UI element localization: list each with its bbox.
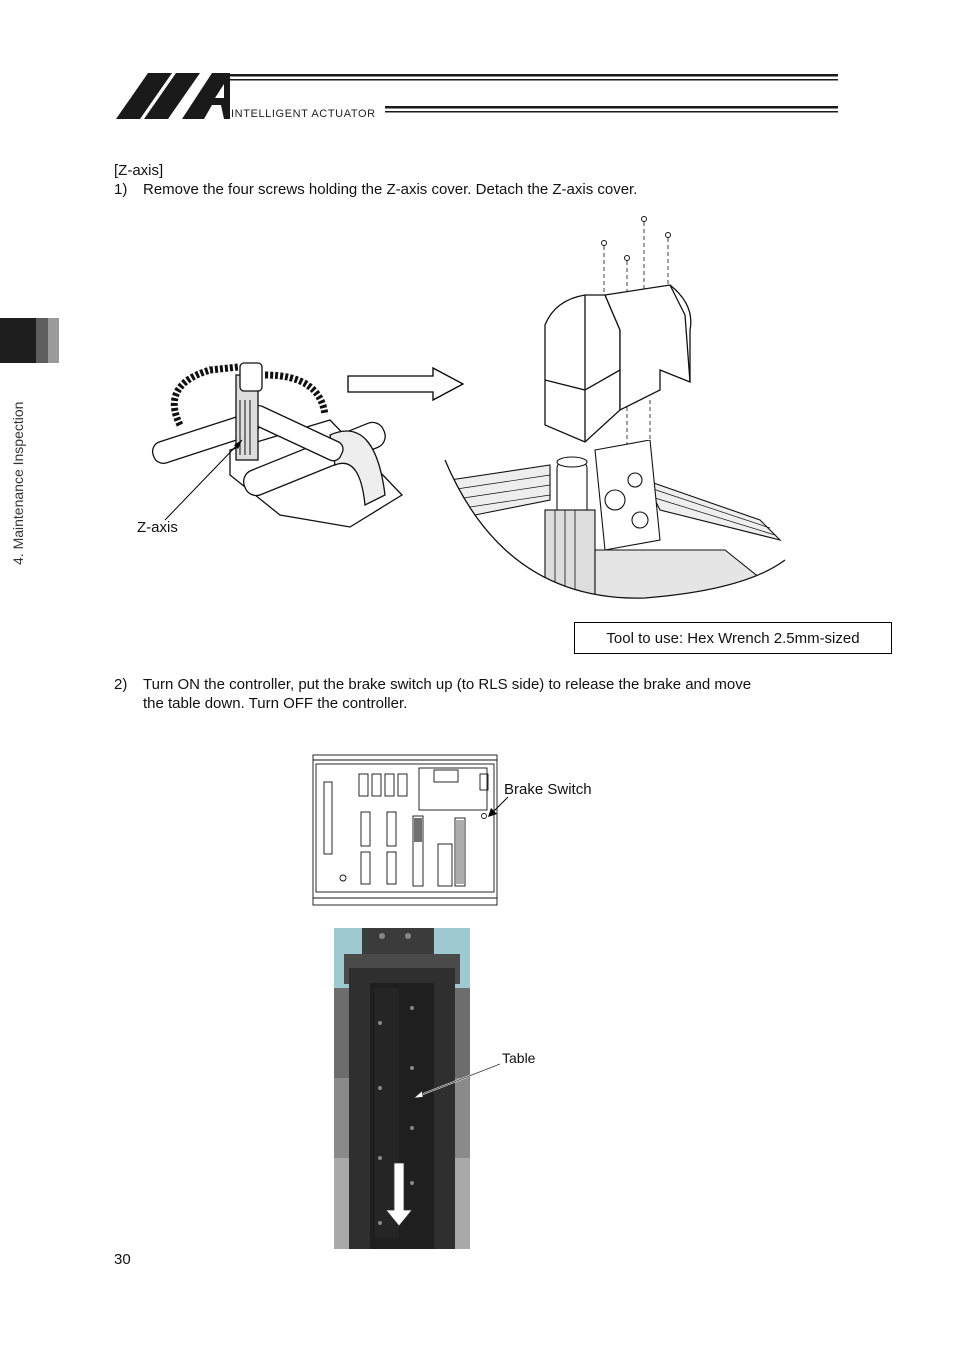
iai-logo <box>116 72 231 120</box>
step2-line2: the table down. Turn OFF the controller. <box>143 695 408 712</box>
table-callout: Table <box>502 1050 536 1066</box>
controller-panel-figure <box>312 754 498 906</box>
zaxis-callout: Z-axis <box>137 519 178 536</box>
section-heading: [Z-axis] <box>114 162 164 179</box>
header-rule-upper <box>230 74 838 82</box>
table-leader-line <box>410 1062 502 1102</box>
brand-subtitle: INTELLIGENT ACTUATOR <box>231 108 376 120</box>
chapter-tab <box>0 318 59 363</box>
chapter-label: 4. Maintenance Inspection <box>10 401 26 565</box>
zaxis-leader-line <box>160 435 250 525</box>
tool-note-box <box>574 622 892 654</box>
page-number: 30 <box>114 1251 131 1268</box>
brake-switch-callout: Brake Switch <box>504 781 592 798</box>
step2-number: 2) <box>114 676 128 693</box>
tool-note-text: Tool to use: Hex Wrench 2.5mm-sized <box>606 629 860 647</box>
zaxis-cover-exploded-figure <box>445 210 785 602</box>
step1-text: Remove the four screws holding the Z-axis cover. Detach the Z-axis cover. <box>143 181 638 198</box>
step1-number: 1) <box>114 181 128 198</box>
header-rule-lower <box>385 106 838 114</box>
step2-line1: Turn ON the controller, put the brake switch up (to RLS side) to release the brake and move <box>143 676 752 693</box>
